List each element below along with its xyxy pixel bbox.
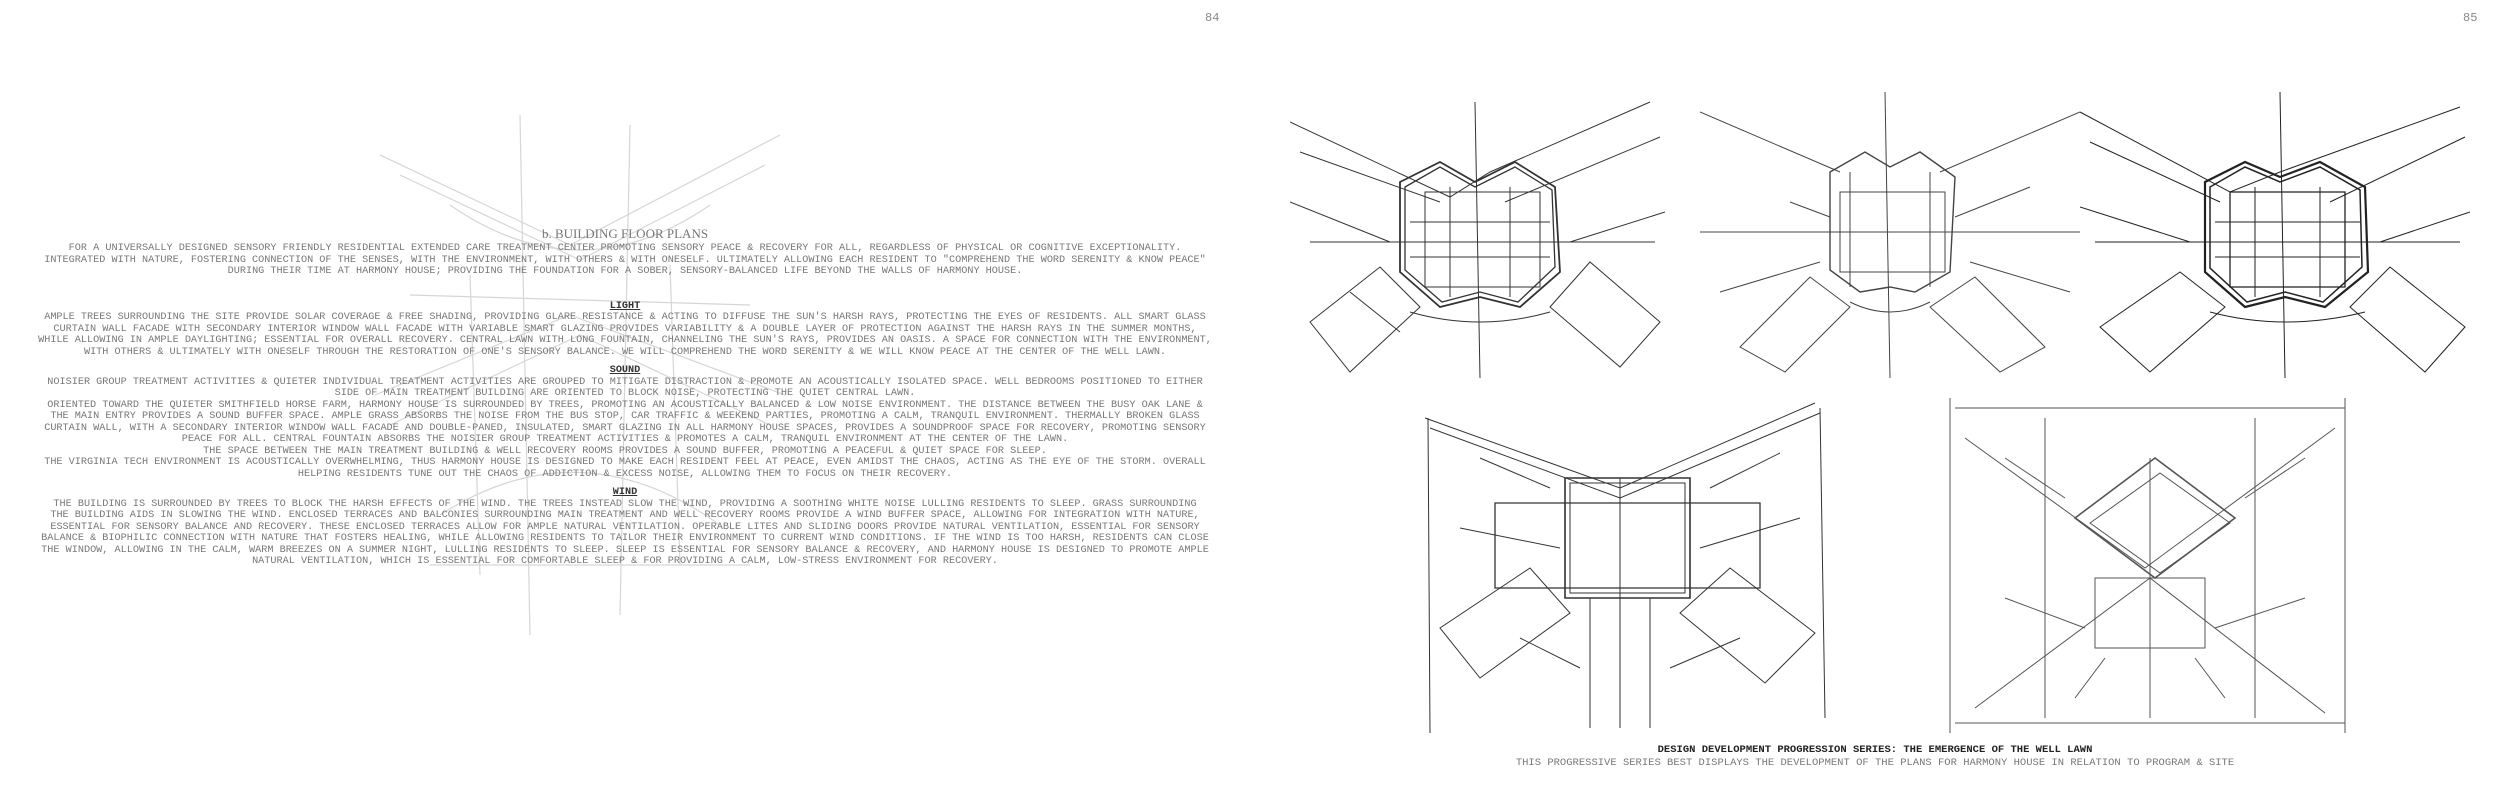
sketch-4 [1420, 398, 1830, 738]
text-line: INTEGRATED WITH NATURE, FOSTERING CONNECTION OF THE SENSES, WITH THE ENVIRONMENT, WITH OTHERS & WITH ONESELF. ULTIMATELY ALLOWING EACH RESIDENT TO "COMPREHEND THE WORD SERENITY & KNOW PEACE" [44, 254, 1206, 266]
light-heading: LIGHT [609, 300, 641, 312]
text-line: CURTAIN WALL, WITH A SECONDARY INTERIOR WINDOW WALL FACADE AND DOUBLE-PANED, INSULATED, SMART GLAZING IN ALL HARMONY HOUSE SPACES, PROVIDES A SOUNDPROOF SPACE FOR RECOVERY, PROMOTING SENSORY [44, 422, 1206, 434]
text-line: THE BUILDING IS SURROUNDED BY TREES TO BLOCK THE HARSH EFFECTS OF THE WIND. THE TREES INSTEAD SLOW THE WIND, PROVIDING A SOOTHING WHITE NOISE LULLING RESIDENTS TO SLEEP. GRASS SURROUNDING [53, 498, 1197, 510]
text-line: WHILE ALLOWING IN AMPLE DAYLIGHTING; ESSENTIAL FOR OVERALL RECOVERY. CENTRAL LAWN WITH LONG FOUNTAIN, CHANNELING THE SUN'S RAYS, PROVIDES AN OASIS. A SPACE FOR CONNECTION WITH THE ENVIRONMENT, [38, 335, 1212, 346]
text-line: THE VIRGINIA TECH ENVIRONMENT IS ACOUSTICALLY OVERWHELMING, THUS HARMONY HOUSE IS DESIGNED TO MAKE EACH RESIDENT FEEL AT PEACE, EVEN AMIDST THE CHAOS, ACTING AS THE EYE OF THE STORM. OVERALL [44, 457, 1206, 468]
sound-paragraph [30, 377, 1220, 481]
page-number-right: 85 [2463, 11, 2478, 25]
text-line: HELPING RESIDENTS TUNE OUT THE CHAOS OF ADDICTION & EXCESS NOISE, ALLOWING THEM TO FOCUS ON THEIR RECOVERY. [297, 468, 953, 480]
sound-heading: SOUND [609, 365, 641, 376]
text-line: THE BUILDING AIDS IN SLOWING THE WIND. ENCLOSED TERRACES AND BALCONIES SURROUNDING MAIN TREATMENT AND WELL RECOVERY ROOMS PROVIDE A WIND BUFFER SPACE, ALLOWING FOR INTEGRATION WITH NATURE, [50, 510, 1200, 521]
wind-paragraph [30, 499, 1220, 568]
caption-title: DESIGN DEVELOPMENT PROGRESSION SERIES: THE EMERGENCE OF THE WELL LAWN [1657, 744, 2093, 756]
text-line: DURING THEIR TIME AT HARMONY HOUSE; PROVIDING THE FOUNDATION FOR A SOBER, SENSORY-BALANCED LIFE BEYOND THE WALLS OF HARMONY HOUSE. [227, 266, 1023, 277]
text-line: SIDE OF MAIN TREATMENT BUILDING ARE ORIENTED TO BLOCK NOISE, PROTECTING THE QUIET CENTRAL LAWN. [334, 388, 916, 399]
intro-paragraph [30, 243, 1220, 278]
text-line: THE SPACE BETWEEN THE MAIN TREATMENT BUILDING & WELL RECOVERY ROOMS PROVIDES A SOUND BUFFER, PROMOTING A PEACEFUL & QUIET SPACE FOR SLEEP. [203, 445, 1047, 457]
text-line: WITH OTHERS & ULTIMATELY WITH ONESELF THROUGH THE RESTORATION OF ONE'S SENSORY BALANCE. WE WILL COMPREHEND THE WORD SERENITY & WE WILL KNOW PEACE AT THE CENTER OF THE WELL LAWN. [83, 346, 1167, 358]
text-line: THE WINDOW, ALLOWING IN THE CALM, WARM BREEZES ON A SUMMER NIGHT, LULLING RESIDENTS TO SLEEP. SLEEP IS ESSENTIAL FOR SENSORY BALANCE & RECOVERY, AND HARMONY HOUSE IS DESIGNED TO PROMOTE AMPLE [41, 544, 1209, 556]
text-line: NATURAL VENTILATION, WHICH IS ESSENTIAL FOR COMFORTABLE SLEEP & FOR PROVIDING A CALM, LOW-STRESS ENVIRONMENT FOR RECOVERY. [252, 556, 998, 567]
wind-heading: WIND [612, 487, 638, 498]
text-line: BALANCE & BIOPHILIC CONNECTION WITH NATURE THAT FOSTERS HEALING, WHILE ALLOWING RESIDENTS TO TAILOR THEIR ENVIRONMENT TO CURRENT WIND CONDITIONS. IF THE WIND IS TOO HARSH, RESIDENTS CAN CLOSE [41, 533, 1209, 544]
text-line: AMPLE TREES SURROUNDING THE SITE PROVIDE SOLAR COVERAGE & FREE SHADING, PROVIDING GLARE RESISTANCE & ACTING TO DIFFUSE THE SUN'S HARSH RAYS, PROTECTING THE EYES OF RESIDENTS. ALL SMART GLASS [44, 312, 1206, 323]
text-line: ESSENTIAL FOR SENSORY BALANCE AND RECOVERY. THESE ENCLOSED TERRACES ALLOW FOR AMPLE NATURAL VENTILATION. OPERABLE LITES AND SLIDING DOORS PROVIDE NATURAL VENTILATION, ESSENTIAL FOR SENSORY [50, 521, 1200, 533]
page-number-left: 84 [1205, 11, 1220, 25]
caption-subtitle: THIS PROGRESSIVE SERIES BEST DISPLAYS THE DEVELOPMENT OF THE PLANS FOR HARMONY HOUSE IN RELATION TO PROGRAM & SITE [1515, 757, 2235, 769]
text-line: ORIENTED TOWARD THE QUIETER SMITHFIELD HORSE FARM, HARMONY HOUSE IS SURROUNDED BY TREES, PROMOTING AN ACOUSTICALLY BALANCED & LOW NOISE ENVIRONMENT. THE DISTANCE BETWEEN THE BUSY OAK LANE & [47, 399, 1203, 411]
text-line: CURTAIN WALL FACADE WITH SECONDARY INTERIOR WINDOW WALL FACADE WITH VARIABLE SMART GLAZING PROVIDES VARIABILITY & A DOUBLE LAYER OF PROTECTION AGAINST THE HARSH RAYS IN THE SUMMER MONTHS, [53, 323, 1197, 335]
text-line: FOR A UNIVERSALLY DESIGNED SENSORY FRIENDLY RESIDENTIAL EXTENDED CARE TREATMENT CENTER PROMOTING SENSORY PEACE & RECOVERY FOR ALL, REGARDLESS OF PHYSICAL OR COGNITIVE EXCEPTIONALITY. [68, 243, 1182, 254]
text-line: THE MAIN ENTRY PROVIDES A SOUND BUFFER SPACE. AMPLE GRASS ABSORBS THE NOISE FROM THE BUS STOP, CAR TRAFFIC & WEEKEND PARTIES, PROMOTING A CALM, TRANQUIL ENVIRONMENT. THERMALLY BROKEN GLASS [50, 411, 1200, 422]
text-line: NOISIER GROUP TREATMENT ACTIVITIES & QUIETER INDIVIDUAL TREATMENT ACTIVITIES ARE GROUPED TO MITIGATE DISTRACTION & PROMOTE AN ACOUSTICALLY ISOLATED SPACE. WELL BEDROOMS POSITIONED TO EITHER [47, 376, 1203, 388]
floor-plans-text [30, 226, 1220, 568]
sketch-5 [1945, 398, 2355, 738]
sketch-3 [2080, 92, 2470, 378]
figure-caption [1250, 744, 2500, 770]
text-line: PEACE FOR ALL. CENTRAL FOUNTAIN ABSORBS THE NOISIER GROUP TREATMENT ACTIVITIES & PROMOTES A CALM, TRANQUIL ENVIRONMENT AT THE CENTER OF THE LAWN. [181, 434, 1069, 445]
light-paragraph [30, 312, 1220, 358]
section-heading: b. BUILDING FLOOR PLANS [541, 226, 709, 241]
sketch-1 [1290, 92, 1665, 378]
sketch-2 [1700, 92, 2080, 378]
